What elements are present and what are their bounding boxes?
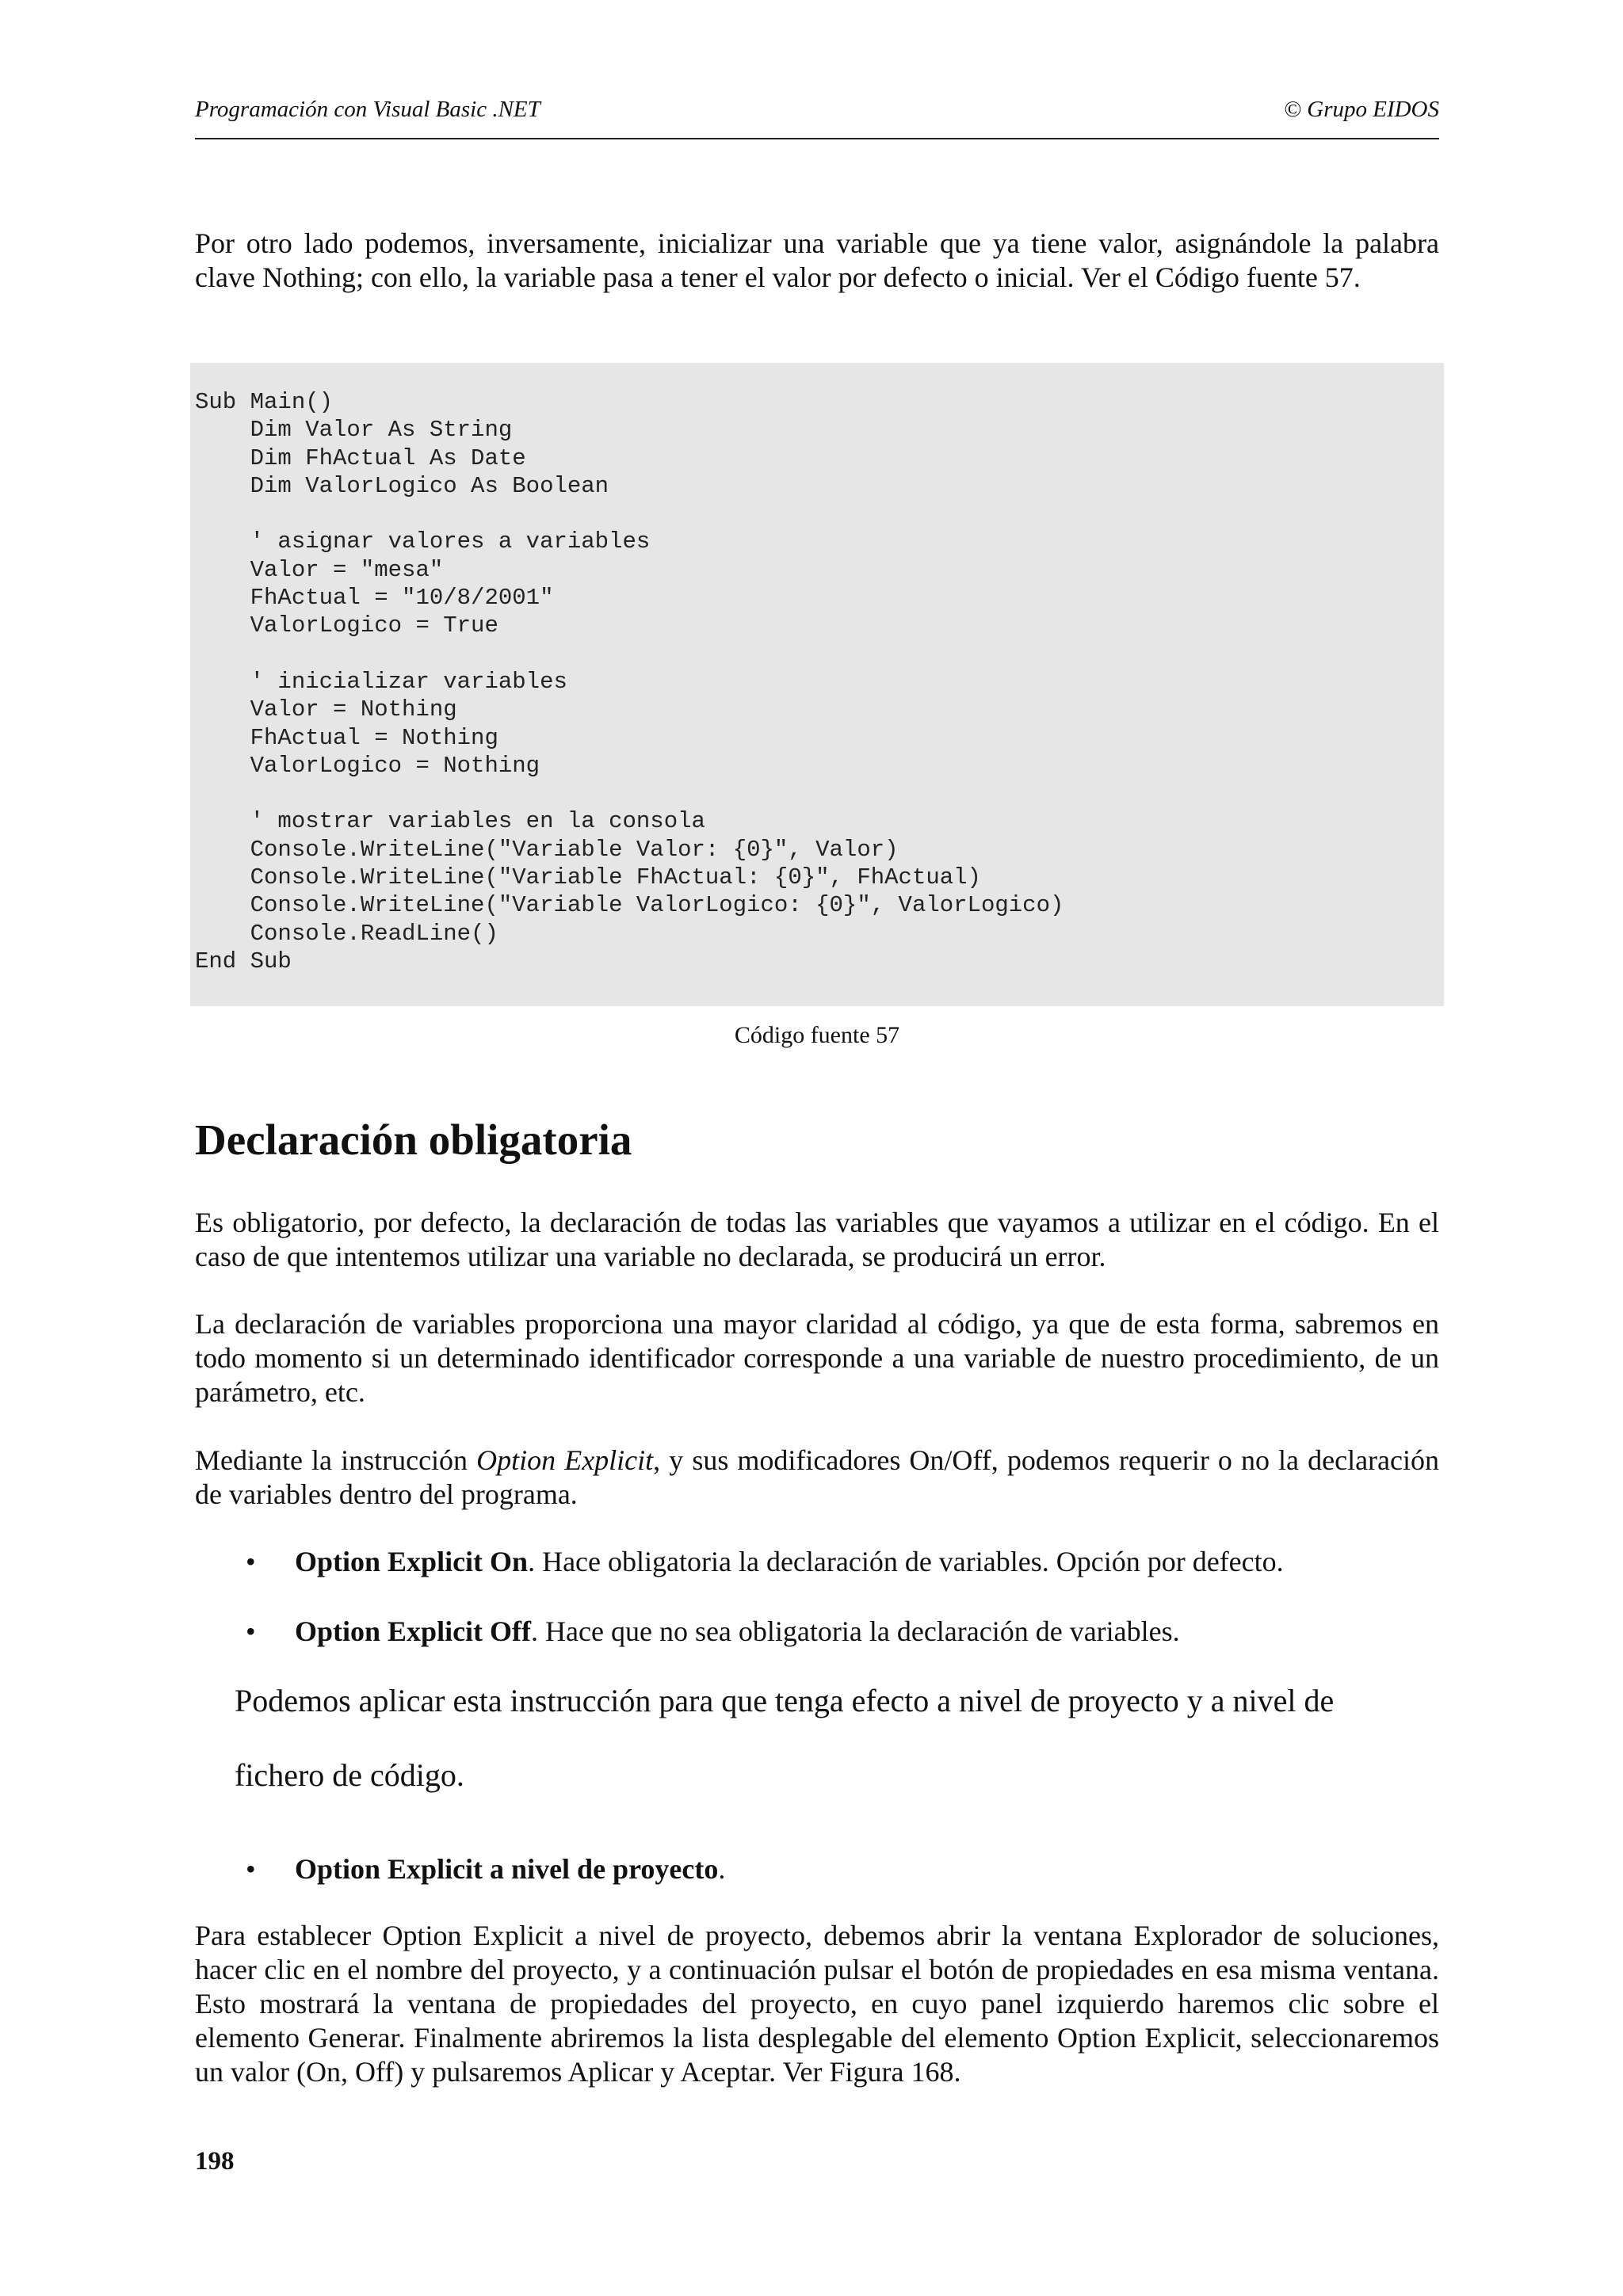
paragraph-option-explicit-after: , y sus modificadores On/Off, podemos requerir o no la declaración de variables dentro del programa. bbox=[195, 1444, 1439, 1510]
large-text-line-1: Podemos aplicar esta instrucción para que tenga efecto a nivel de proyecto y a nivel de bbox=[235, 1683, 1335, 1718]
paragraph-clarity: La declaración de variables proporciona una mayor claridad al código, ya que de esta forma, sabremos en todo momento si un determinado identificador corresponde a una variable de nuestro procedimiento, de un parámetro, etc. bbox=[195, 1308, 1439, 1408]
paragraph-obligatory: Es obligatorio, por defecto, la declaración de todas las variables que vayamos a utilizar en el código. En el caso de que intentemos utilizar una variable no declarada, se producirá un error. bbox=[195, 1207, 1439, 1272]
paragraph-option-explicit-before: Mediante la instrucción bbox=[195, 1444, 477, 1476]
bullet-project-text: . bbox=[718, 1853, 726, 1885]
option-explicit-emphasis: Option Explicit bbox=[476, 1444, 654, 1476]
paragraph-project-setup: Para establecer Option Explicit a nivel de proyecto, debemos abrir la ventana Explorador de soluciones, hacer clic en el nombre del proyecto, y a continuación pulsar el botón de propiedades en esa misma ventana. Esto mostrará la ventana de propiedades del proyecto, en cuyo panel izquierdo haremos clic sobre el elemento Generar. Finalmente abriremos la lista desplegable del elemento Option Explicit, seleccionaremos un valor (On, Off) y pulsaremos Aplicar y Aceptar. Ver Figura 168. bbox=[195, 1920, 1439, 2088]
paragraph-option-explicit bbox=[195, 1444, 1439, 1512]
page-number: 198 bbox=[195, 2147, 235, 2176]
bullet-on-text: . Hace obligatoria la declaración de variables. Opción por defecto. bbox=[528, 1546, 1284, 1577]
bullet-on-term: Option Explicit On bbox=[295, 1546, 529, 1577]
bullet-off-term: Option Explicit Off bbox=[295, 1615, 532, 1647]
large-text-line-2: fichero de código. bbox=[235, 1757, 464, 1793]
bullet-icon: • bbox=[246, 1853, 256, 1885]
section-heading: Declaración obligatoria bbox=[195, 1116, 632, 1164]
bullet-off-text: . Hace que no sea obligatoria la declaración de variables. bbox=[531, 1615, 1180, 1647]
bullet-icon: • bbox=[246, 1546, 256, 1577]
header-book-title: Programación con Visual Basic .NET bbox=[195, 97, 540, 122]
page-header bbox=[195, 93, 1439, 139]
code-block bbox=[190, 363, 1444, 1006]
code-listing: Sub Main() Dim Valor As String Dim FhActual As Date Dim ValorLogico As Boolean ' asignar valores a variables Valor = "mesa" FhActual = "10/8/2001" ValorLogico = True ' inicializar variables Valor = Nothing FhActual = Nothing ValorLogico = Nothing ' mostrar variables en la consola Console.WriteLine("Variable Valor: {0}", Valor) Console.WriteLine("Variable FhActual: {0}", FhActual) Console.WriteLine("Variable ValorLogico: {0}", ValorLogico) Console.ReadLine() End Sub bbox=[195, 389, 1064, 974]
code-caption: Código fuente 57 bbox=[734, 1022, 900, 1048]
bullet-icon: • bbox=[246, 1615, 256, 1647]
bullet-project-term: Option Explicit a nivel de proyecto bbox=[295, 1853, 719, 1885]
intro-paragraph: Por otro lado podemos, inversamente, inicializar una variable que ya tiene valor, asignándole la palabra clave Nothing; con ello, la variable pasa a tener el valor por defecto o inicial. Ver el Código fuente 57. bbox=[195, 227, 1439, 293]
header-publisher: © Grupo EIDOS bbox=[1283, 97, 1439, 122]
